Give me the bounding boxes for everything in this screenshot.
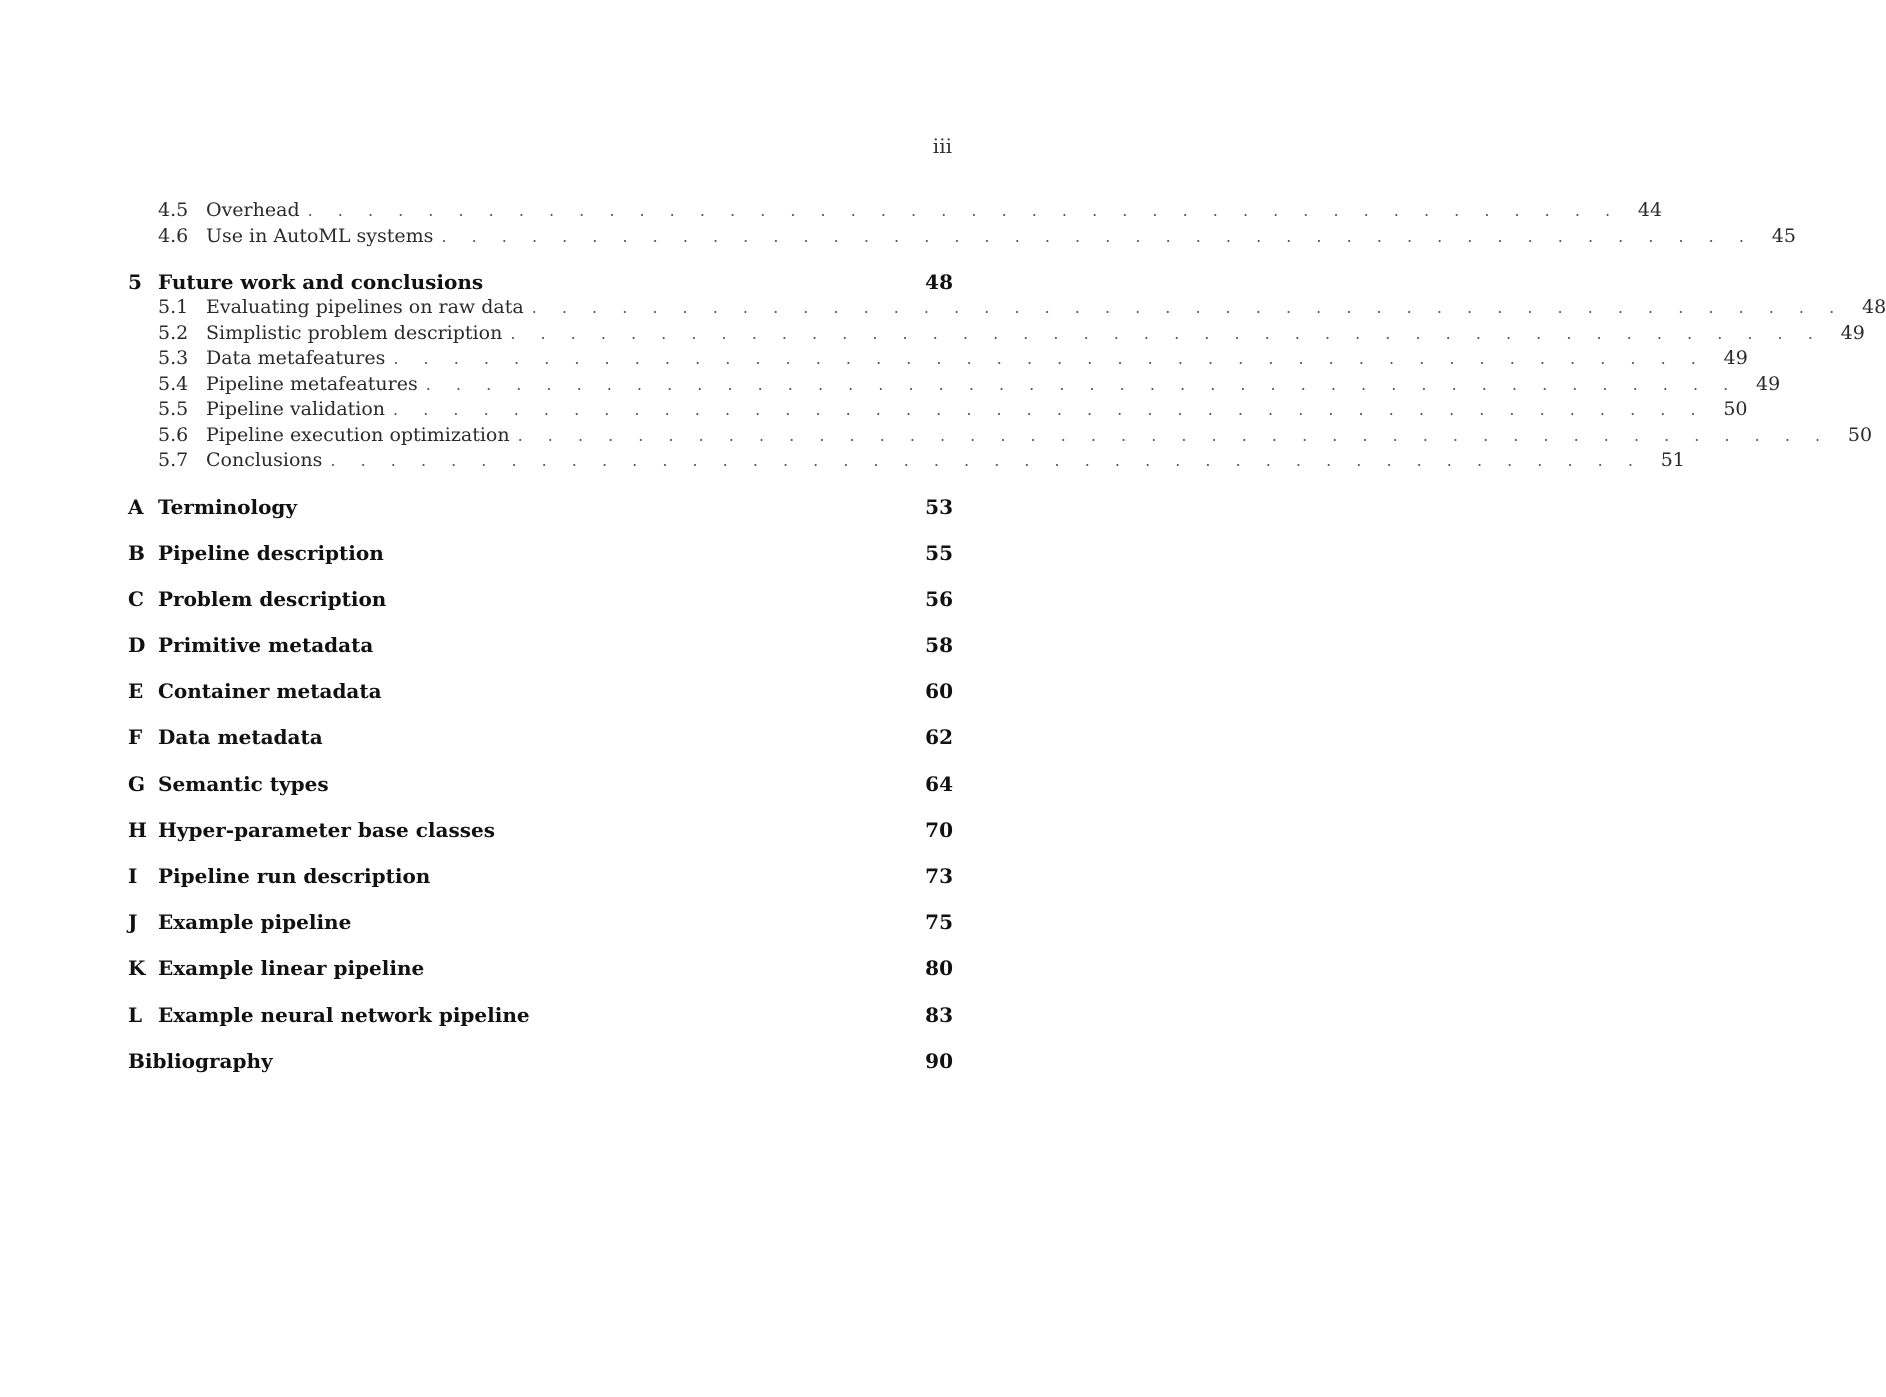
- table-of-contents: [128, 198, 1886, 1074]
- appendix-page: 73: [925, 864, 953, 888]
- appendix-letter: C: [128, 586, 144, 611]
- section-number: 4.5: [158, 199, 189, 221]
- appendix-title: Terminology: [158, 494, 298, 519]
- appendix-title: Container metadata: [158, 679, 382, 704]
- appendix-title: Pipeline run description: [158, 864, 431, 888]
- section-title: Pipeline metafeatures: [206, 372, 426, 398]
- section-title: Overhead: [206, 198, 308, 224]
- dot-leader: . . . . . . . . . . . . . . . . . . . . . . . . . . . . . . . . . . . . . . . . . . . .: [517, 425, 1831, 445]
- appendix-page: 70: [925, 817, 953, 842]
- bibliography-title: Bibliography: [128, 1048, 273, 1073]
- section-page: 49: [1723, 347, 1748, 369]
- section-page: 48: [1861, 296, 1886, 318]
- dot-leader: . . . . . . . . . . . . . . . . . . . . . . . . . . . . . . . . . . . . . . . . . . . .: [425, 374, 1739, 394]
- page-number: iii: [932, 134, 952, 158]
- section-number: 5.2: [158, 321, 189, 344]
- appendix-title: Problem description: [158, 586, 387, 611]
- toc-appendix-l[interactable]: [128, 1002, 953, 1028]
- dot-leader: . . . . . . . . . . . . . . . . . . . . . . . . . . . . . . . . . . . . . . . . . . . .: [307, 201, 1621, 220]
- appendix-letter: I: [128, 864, 138, 888]
- section-page: 50: [1847, 423, 1873, 446]
- appendix-page: 80: [925, 956, 953, 981]
- section-title: Conclusions: [206, 448, 330, 474]
- appendix-page: 55: [925, 540, 953, 565]
- appendix-title: Example pipeline: [158, 910, 352, 935]
- appendix-title: Example neural network pipeline: [158, 1002, 530, 1027]
- section-title: Data metafeatures: [206, 346, 393, 372]
- appendix-letter: J: [128, 910, 138, 935]
- chapter-page: 48: [925, 270, 953, 294]
- section-number: 5.1: [158, 296, 189, 318]
- section-title: Use in AutoML systems: [206, 224, 441, 250]
- section-number: 5.7: [158, 449, 189, 471]
- dot-leader: . . . . . . . . . . . . . . . . . . . . . . . . . . . . . . . . . . . . . . . . . . . .: [531, 298, 1845, 317]
- appendix-title: Data metadata: [158, 725, 323, 750]
- chapter-title: Future work and conclusions: [158, 270, 484, 294]
- toc-appendix-j[interactable]: [128, 909, 953, 935]
- section-number: 5.4: [158, 372, 189, 395]
- toc-entry-5-2[interactable]: [128, 321, 1865, 347]
- appendix-page: 53: [925, 494, 953, 519]
- section-number: 4.6: [158, 224, 189, 247]
- appendix-letter: L: [128, 1002, 143, 1027]
- toc-appendix-d[interactable]: [128, 632, 953, 658]
- toc-chapter-5[interactable]: [128, 269, 953, 295]
- toc-appendix-g[interactable]: [128, 771, 953, 797]
- appendix-letter: G: [128, 771, 146, 796]
- appendix-title: Pipeline description: [158, 540, 384, 565]
- toc-appendix-c[interactable]: [128, 586, 953, 612]
- toc-entry-4-6[interactable]: [128, 224, 1796, 250]
- appendix-page: 56: [925, 586, 953, 611]
- appendix-letter: F: [128, 725, 143, 750]
- section-title: Pipeline validation: [206, 397, 393, 423]
- toc-appendix-b[interactable]: [128, 540, 953, 566]
- section-number: 5.5: [158, 398, 189, 420]
- toc-entry-5-4[interactable]: [128, 372, 1781, 398]
- appendix-title: Hyper-parameter base classes: [158, 817, 495, 842]
- toc-appendix-a[interactable]: [128, 494, 953, 520]
- toc-entry-4-5[interactable]: [128, 198, 1663, 224]
- appendix-letter: A: [128, 494, 144, 519]
- section-page: 49: [1756, 372, 1781, 395]
- toc-appendix-k[interactable]: [128, 955, 953, 981]
- section-number: 5.3: [158, 347, 189, 369]
- appendix-page: 60: [925, 679, 953, 704]
- section-page: 45: [1771, 224, 1796, 247]
- toc-appendix-h[interactable]: [128, 817, 953, 843]
- appendix-page: 64: [925, 771, 953, 796]
- toc-entry-5-7[interactable]: [128, 448, 1685, 474]
- section-number: 5.6: [158, 423, 189, 446]
- appendix-letter: B: [128, 540, 145, 565]
- appendix-page: 75: [925, 910, 953, 935]
- appendix-letter: E: [128, 679, 144, 704]
- appendix-letter: D: [128, 633, 146, 658]
- dot-leader: . . . . . . . . . . . . . . . . . . . . . . . . . . . . . . . . . . . . . . . . . . . .: [441, 226, 1754, 246]
- section-page: 44: [1637, 199, 1663, 221]
- toc-entry-5-6[interactable]: [128, 423, 1873, 449]
- section-title: Evaluating pipelines on raw data: [206, 295, 532, 321]
- appendix-title: Example linear pipeline: [158, 956, 425, 981]
- dot-leader: . . . . . . . . . . . . . . . . . . . . . . . . . . . . . . . . . . . . . . . . . . . .: [393, 349, 1706, 368]
- section-page: 51: [1660, 449, 1685, 471]
- toc-entry-5-1[interactable]: [128, 295, 1886, 321]
- chapter-number: 5: [128, 270, 142, 294]
- toc-appendix-e[interactable]: [128, 678, 953, 704]
- dot-leader: . . . . . . . . . . . . . . . . . . . . . . . . . . . . . . . . . . . . . . . . . . . .: [330, 451, 1643, 470]
- section-page: 50: [1723, 398, 1748, 420]
- appendix-page: 83: [925, 1002, 953, 1027]
- section-title: Pipeline execution optimization: [206, 423, 518, 449]
- appendix-page: 62: [925, 725, 953, 750]
- toc-appendix-f[interactable]: [128, 724, 953, 750]
- appendix-title: Primitive metadata: [158, 633, 374, 658]
- section-title: Simplistic problem description: [206, 321, 510, 347]
- dot-leader: . . . . . . . . . . . . . . . . . . . . . . . . . . . . . . . . . . . . . . . . . . . .: [510, 323, 1823, 343]
- toc-bibliography[interactable]: [128, 1048, 953, 1074]
- appendix-letter: K: [128, 956, 146, 981]
- appendix-title: Semantic types: [158, 771, 329, 796]
- toc-entry-5-5[interactable]: [128, 397, 1748, 423]
- appendix-letter: H: [128, 817, 147, 842]
- toc-entry-5-3[interactable]: [128, 346, 1748, 372]
- bibliography-page: 90: [925, 1048, 953, 1073]
- appendix-page: 58: [925, 633, 953, 658]
- section-page: 49: [1840, 321, 1865, 344]
- dot-leader: . . . . . . . . . . . . . . . . . . . . . . . . . . . . . . . . . . . . . . . . . . . .: [393, 400, 1706, 419]
- toc-appendix-i[interactable]: [128, 863, 953, 889]
